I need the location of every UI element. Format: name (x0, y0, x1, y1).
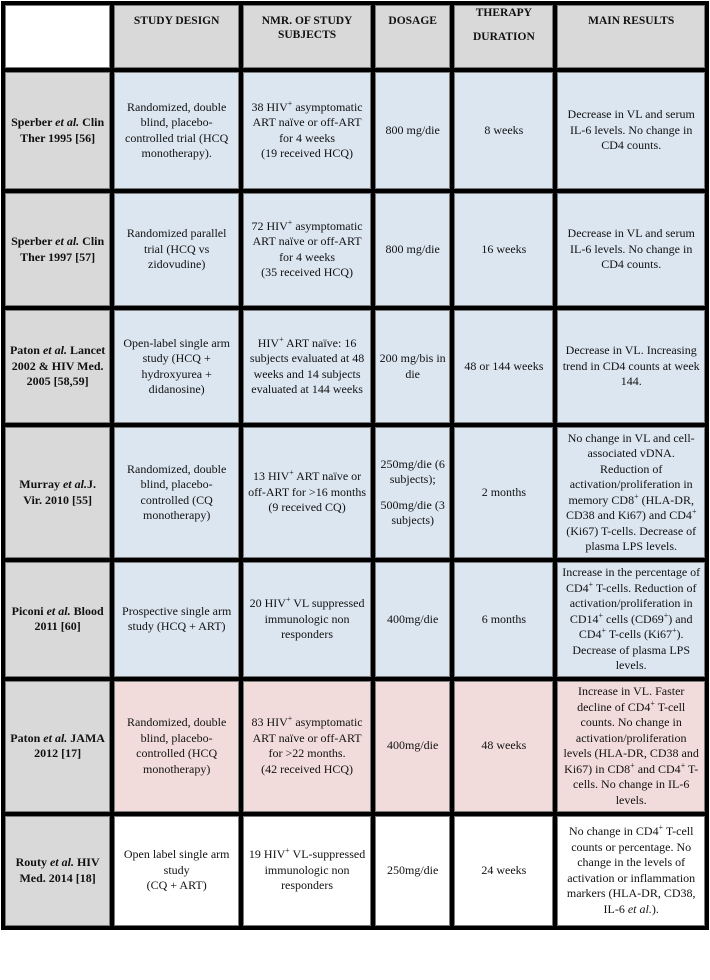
header-main-results: MAIN RESULTS (557, 5, 705, 68)
dosage-cell: 250mg/die (375, 816, 450, 926)
study-cell: Sperber et al. Clin Ther 1997 [57] (5, 193, 110, 306)
study-cell: Routy et al. HIV Med. 2014 [18] (5, 816, 110, 926)
study-cell: Murray et al.J. Vir. 2010 [55] (5, 427, 110, 558)
subjects-cell: 20 HIV+ VL suppressed immunologic non responders (243, 562, 371, 677)
duration-cell: 48 weeks (454, 681, 553, 812)
table-row (5, 816, 705, 926)
hcq-studies-table (1, 1, 709, 930)
study-cell: Piconi et al. Blood 2011 [60] (5, 562, 110, 677)
subjects-cell: 72 HIV+ asymptomatic ART naïve or off-ART for 4 weeks (35 received HCQ) (243, 193, 371, 306)
duration-cell: 48 or 144 weeks (454, 310, 553, 423)
header-duration-line2: DURATION (472, 31, 535, 43)
dosage-cell: 200 mg/bis in die (375, 310, 450, 423)
results-cell: Decrease in VL and serum IL-6 levels. No change in CD4 counts. (557, 72, 705, 189)
dosage-cell: 800 mg/die (375, 72, 450, 189)
subjects-cell: HIV+ ART naïve: 16 subjects evaluated at 48 weeks and 14 subjects evaluated at 144 weeks (243, 310, 371, 423)
study-cell: Paton et al. JAMA 2012 [17] (5, 681, 110, 812)
results-cell: Decrease in VL and serum IL-6 levels. No change in CD4 counts. (557, 193, 705, 306)
table-row (5, 562, 705, 677)
design-cell: Randomized, double blind, placebo-controlled (HCQ monotherapy) (114, 681, 239, 812)
design-cell: Open label single arm study (CQ + ART) (114, 816, 239, 926)
results-cell: Increase in VL. Faster decline of CD4+ T-cell counts. No change in activation/proliferation levels (HLA-DR, CD38 and Ki67) in CD8+ and CD4+ T-cells. No change in IL-6 levels. (557, 681, 705, 812)
table-row (5, 193, 705, 306)
header-dosage: DOSAGE (375, 5, 450, 68)
header-row (5, 5, 705, 68)
table-row (5, 681, 705, 812)
table-row (5, 310, 705, 423)
results-cell: No change in CD4+ T-cell counts or percentage. No change in the levels of activation or inflammation markers (HLA-DR, CD38, IL-6 et al.). (557, 816, 705, 926)
header-study-subjects: NMR. OF STUDY SUBJECTS (243, 5, 371, 68)
results-cell: Decrease in VL. Increasing trend in CD4 counts at week 144. (557, 310, 705, 423)
dosage-cell: 250mg/die (6 subjects); 500mg/die (3 subjects) (375, 427, 450, 558)
header-study-design: STUDY DESIGN (114, 5, 239, 68)
subjects-cell: 83 HIV+ asymptomatic ART naïve or off-ART for >22 months. (42 received HCQ) (243, 681, 371, 812)
duration-cell: 6 months (454, 562, 553, 677)
dosage-cell: 800 mg/die (375, 193, 450, 306)
header-empty-cell (5, 5, 110, 68)
duration-cell: 2 months (454, 427, 553, 558)
table-row (5, 72, 705, 189)
design-cell: Randomized, double blind, placebo-controlled (CQ monotherapy) (114, 427, 239, 558)
subjects-cell: 19 HIV+ VL-suppressed immunologic non responders (243, 816, 371, 926)
duration-cell: 24 weeks (454, 816, 553, 926)
duration-cell: 8 weeks (454, 72, 553, 189)
dosage-cell: 400mg/die (375, 681, 450, 812)
study-cell: Paton et al. Lancet 2002 & HIV Med. 2005 [58,59] (5, 310, 110, 423)
duration-cell: 16 weeks (454, 193, 553, 306)
results-cell: Increase in the percentage of CD4+ T-cells. Reduction of activation/proliferation in CD14+ cells (CD69+) and CD4+ T-cells (Ki67+). Decrease of plasma LPS levels. (557, 562, 705, 677)
header-therapy-duration (454, 5, 553, 68)
subjects-cell: 38 HIV+ asymptomatic ART naïve or off-ART for 4 weeks (19 received HCQ) (243, 72, 371, 189)
study-cell: Sperber et al. Clin Ther 1995 [56] (5, 72, 110, 189)
subjects-cell: 13 HIV+ ART naïve or off-ART for >16 months (9 received CQ) (243, 427, 371, 558)
design-cell: Randomized parallel trial (HCQ vs zidovudine) (114, 193, 239, 306)
design-cell: Open-label single arm study (HCQ + hydroxyurea + didanosine) (114, 310, 239, 423)
design-cell: Randomized, double blind, placebo-controlled trial (HCQ monotherapy). (114, 72, 239, 189)
design-cell: Prospective single arm study (HCQ + ART) (114, 562, 239, 677)
header-duration-line1: THERAPY (475, 7, 532, 19)
results-cell: No change in VL and cell-associated vDNA. Reduction of activation/proliferation in memory CD8+ (HLA-DR, CD38 and Ki67) and CD4+ (Ki67) T-cells. Decrease of plasma LPS levels. (557, 427, 705, 558)
table-row (5, 427, 705, 558)
dosage-cell: 400mg/die (375, 562, 450, 677)
